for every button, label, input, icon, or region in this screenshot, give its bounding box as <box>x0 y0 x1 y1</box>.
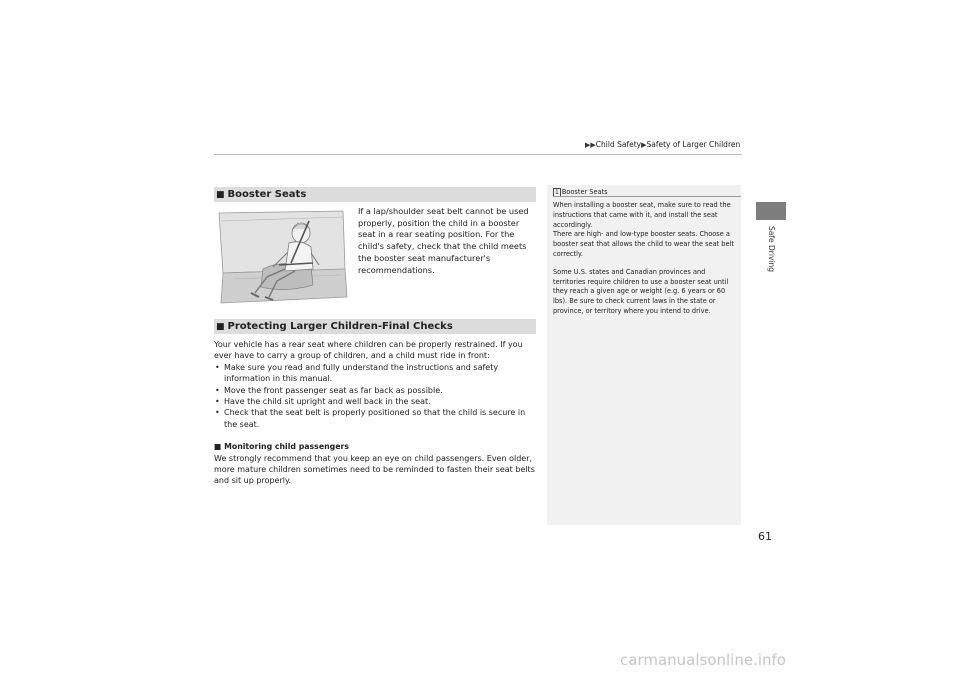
monitoring-subheading-text: Monitoring child passengers <box>224 442 350 452</box>
booster-seats-paragraph: If a lap/shoulder seat belt cannot be used properly, position the child in a booster seat in a rear seating position. For the child's safety, check that the child meets the booster seat manufacturer's recommendations. <box>358 206 529 275</box>
note-title-text: Booster Seats <box>561 188 608 196</box>
note-body <box>553 201 739 317</box>
note-reference-icon: 1 <box>555 189 559 196</box>
breadcrumb-arrow-icon: ▶▶ <box>585 141 596 149</box>
breadcrumb-item-larger-children[interactable]: Safety of Larger Children <box>646 140 741 149</box>
note-divider <box>553 196 741 197</box>
monitoring-subheading <box>214 441 536 452</box>
breadcrumb-arrow-icon: ▶ <box>641 141 647 149</box>
page-number: 61 <box>758 530 772 543</box>
header-divider <box>214 154 742 155</box>
note-paragraph: Some U.S. states and Canadian provinces and territories require children to use a booster seat until they reach a given age or weight (e.g. 6 years or 60 lbs). Be sure to check current laws in the state or province, or territory where you intend to drive. <box>553 267 729 315</box>
note-paragraph: When installing a booster seat, make sure to read the instructions that came with it, and install the seat accordingly. <box>553 201 731 229</box>
breadcrumb-item-child-safety[interactable]: Child Safety <box>595 140 642 149</box>
square-bullet-icon: ■ <box>216 190 225 200</box>
final-checks-body <box>214 339 536 487</box>
final-checks-intro: Your vehicle has a rear seat where children can be properly restrained. If you ever have to carry a group of children, and a child must ride in front: <box>214 340 523 361</box>
note-paragraph: There are high- and low-type booster seats. Choose a booster seat that allows the child to wear the seat belt correctly. <box>553 230 734 258</box>
monitoring-paragraph: We strongly recommend that you keep an eye on child passengers. Even older, more mature children sometimes need to be reminded to fasten their seat belts and sit up properly. <box>214 453 535 486</box>
section-tab-label: Safe Driving <box>767 226 776 272</box>
list-item: • Make sure you read and fully understand the instructions and safety information in this manual. <box>214 362 536 385</box>
section-tab-marker <box>756 202 786 220</box>
booster-seats-heading <box>214 187 536 202</box>
final-checks-list <box>214 362 536 430</box>
breadcrumb <box>585 140 740 149</box>
booster-seat-illustration <box>215 207 349 307</box>
square-bullet-icon: ■ <box>216 322 225 332</box>
final-checks-heading <box>214 319 536 334</box>
final-checks-heading-text: Protecting Larger Children-Final Checks <box>227 321 453 332</box>
watermark: carmanualsonline.info <box>620 651 786 669</box>
booster-seats-heading-text: Booster Seats <box>227 189 307 200</box>
note-title <box>553 188 608 196</box>
list-item: • Move the front passenger seat as far back as possible. <box>214 385 536 396</box>
list-item: • Have the child sit upright and well back in the seat. <box>214 396 536 407</box>
square-bullet-icon: ■ <box>214 442 222 452</box>
list-item: • Check that the seat belt is properly positioned so that the child is secure in the seat. <box>214 407 536 430</box>
